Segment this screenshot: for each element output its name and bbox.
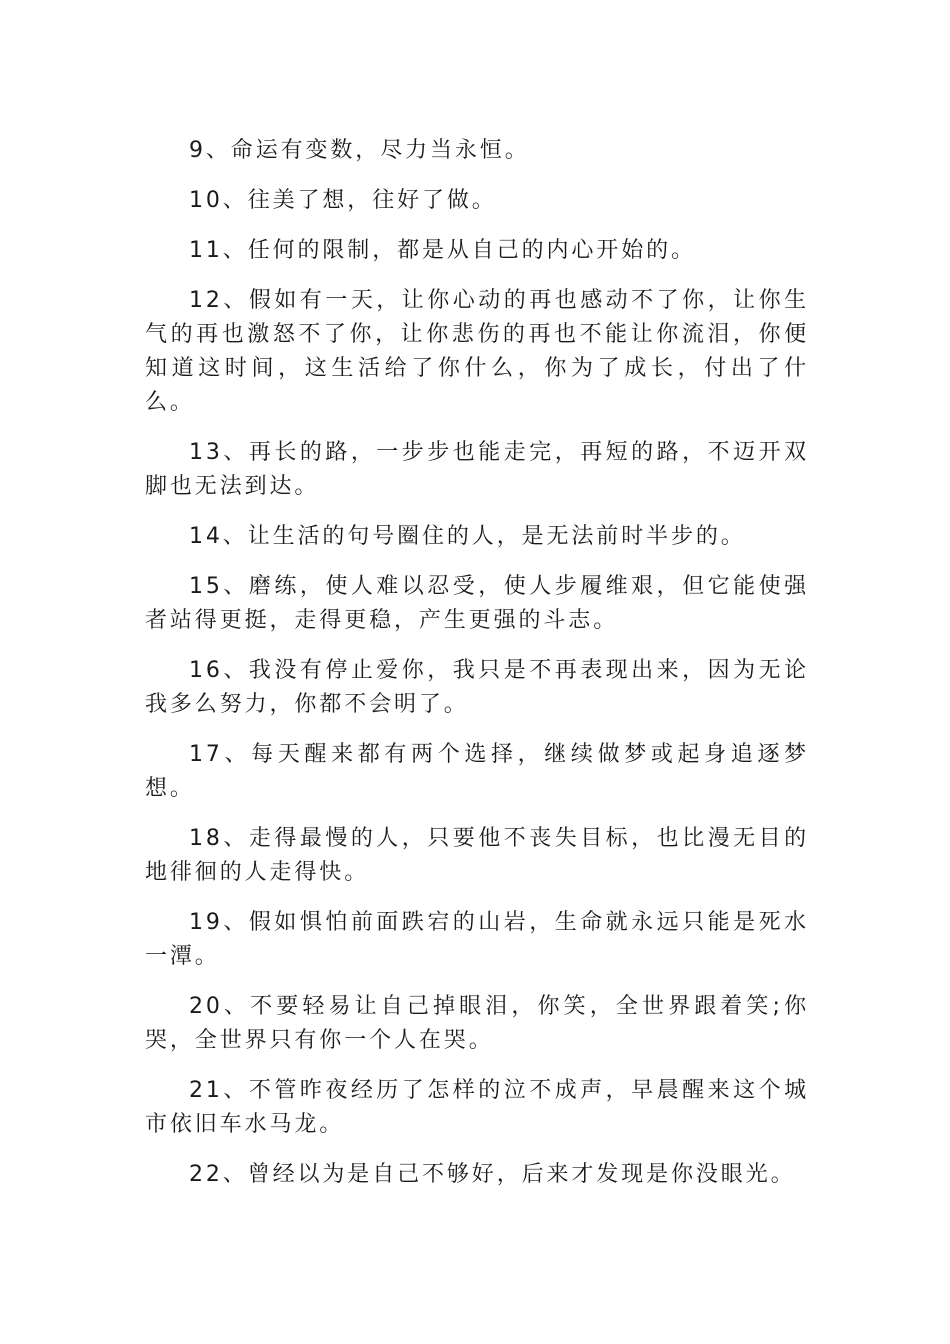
list-item: 19、假如惧怕前面跌宕的山岩，生命就永远只能是死水一潭。 xyxy=(145,910,809,969)
document-body xyxy=(145,134,809,1208)
list-item: 16、我没有停止爱你，我只是不再表现出来，因为无论我多么努力，你都不会明了。 xyxy=(145,658,809,717)
list-item: 15、磨练，使人难以忍受，使人步履维艰，但它能使强者站得更挺，走得更稳，产生更强的斗志。 xyxy=(145,574,809,633)
list-item: 14、让生活的句号圈住的人，是无法前时半步的。 xyxy=(189,524,746,549)
list-item: 13、再长的路，一步步也能走完，再短的路，不迈开双脚也无法到达。 xyxy=(145,440,809,499)
list-item: 17、每天醒来都有两个选择，继续做梦或起身追逐梦想。 xyxy=(145,742,809,801)
list-item: 22、曾经以为是自己不够好，后来才发现是你没眼光。 xyxy=(189,1162,796,1187)
list-item: 18、走得最慢的人，只要他不丧失目标，也比漫无目的地徘徊的人走得快。 xyxy=(145,826,809,885)
list-item: 12、假如有一天，让你心动的再也感动不了你，让你生气的再也激怒不了你，让你悲伤的再也不能让你流泪，你便知道这时间，这生活给了你什么，你为了成长，付出了什么。 xyxy=(145,288,809,415)
list-item: 10、往美了想，往好了做。 xyxy=(189,188,497,213)
list-item: 11、任何的限制，都是从自己的内心开始的。 xyxy=(189,238,696,263)
list-item: 9、命运有变数，尽力当永恒。 xyxy=(189,138,530,163)
list-item: 20、不要轻易让自己掉眼泪，你笑，全世界跟着笑;你哭，全世界只有你一个人在哭。 xyxy=(145,994,809,1053)
list-item: 21、不管昨夜经历了怎样的泣不成声，早晨醒来这个城市依旧车水马龙。 xyxy=(145,1078,809,1137)
